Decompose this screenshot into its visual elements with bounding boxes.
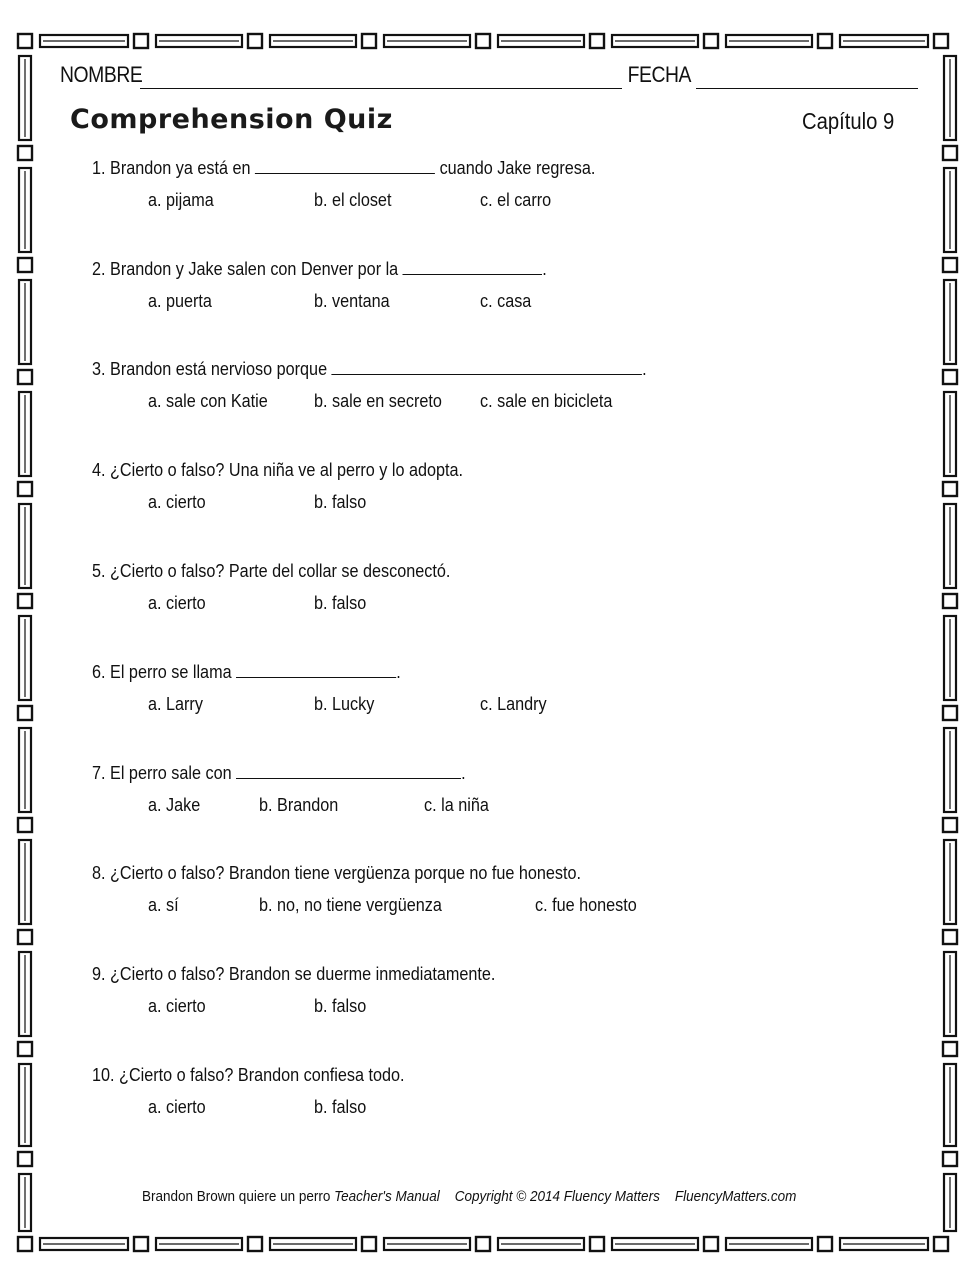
option-b[interactable]: b. Lucky [314,694,375,714]
answer-blank[interactable] [236,764,461,779]
border-square [362,1237,376,1251]
option-c[interactable]: c. Landry [480,694,547,714]
footer [142,1188,796,1205]
border-square [362,34,376,48]
question-9 [0,964,978,1044]
border-square [248,34,262,48]
question-4 [0,460,978,540]
border-square [818,34,832,48]
option-a[interactable]: a. Larry [148,694,203,714]
question-text: 8. ¿Cierto o falso? Brandon tiene vergüenza porque no fue honesto. [92,863,582,883]
question-text: 6. El perro se llama . [92,662,401,682]
footer-manual: Teacher's Manual [334,1188,440,1205]
border-square [134,1237,148,1251]
option-c[interactable]: c. el carro [480,190,552,210]
question-text: 5. ¿Cierto o falso? Parte del collar se desconectó. [92,561,451,581]
option-a[interactable]: a. pijama [148,190,214,210]
option-b[interactable]: b. falso [314,1097,367,1117]
question-text: 4. ¿Cierto o falso? Una niña ve al perro y lo adopta. [92,460,464,480]
option-b[interactable]: b. el closet [314,190,392,210]
option-a[interactable]: a. cierto [148,1097,206,1117]
border-square [18,1042,32,1056]
border-square [934,34,948,48]
question-8 [0,863,978,943]
option-a[interactable]: a. cierto [148,996,206,1016]
border-square [18,34,32,48]
option-b[interactable]: b. falso [314,996,367,1016]
border-square [934,1237,948,1251]
question-text: 9. ¿Cierto o falso? Brandon se duerme inmediatamente. [92,964,496,984]
option-b[interactable]: b. sale en secreto [314,391,442,411]
footer-site: FluencyMatters.com [674,1188,797,1205]
option-a[interactable]: a. cierto [148,492,206,512]
border-square [590,34,604,48]
chapter-label: Capítulo 9 [802,108,895,134]
option-b[interactable]: b. Brandon [259,795,339,815]
footer-book: Brandon Brown quiere un perro [142,1188,331,1205]
border-square [943,1042,957,1056]
border-square [943,1152,957,1166]
answer-blank[interactable] [236,663,396,678]
option-a[interactable]: a. cierto [148,593,206,613]
name-date-row [60,62,817,94]
option-c[interactable]: c. casa [480,291,532,311]
option-c[interactable]: c. fue honesto [535,895,637,915]
question-5 [0,561,978,641]
answer-blank[interactable] [255,159,435,174]
border-square [818,1237,832,1251]
question-10 [0,1065,978,1145]
option-a[interactable]: a. sale con Katie [148,391,268,411]
option-b[interactable]: b. falso [314,593,367,613]
question-3 [0,359,978,439]
option-a[interactable]: a. Jake [148,795,201,815]
option-b[interactable]: b. falso [314,492,367,512]
date-label: FECHA [627,62,692,87]
footer-copyright: Copyright © 2014 Fluency Matters [454,1188,660,1205]
question-2 [0,259,978,339]
option-a[interactable]: a. sí [148,895,179,915]
date-line[interactable] [696,88,918,89]
option-a[interactable]: a. puerta [148,291,212,311]
question-text: 3. Brandon está nervioso porque . [92,359,647,379]
question-7 [0,763,978,843]
option-c[interactable]: c. sale en bicicleta [480,391,613,411]
border-square [18,1152,32,1166]
answer-blank[interactable] [403,260,543,275]
border-square [134,34,148,48]
name-line[interactable] [140,88,622,89]
question-text: 10. ¿Cierto o falso? Brandon confiesa todo. [92,1065,405,1085]
name-label: NOMBRE [60,62,143,87]
border-square [704,34,718,48]
question-text: 7. El perro sale con . [92,763,466,783]
question-1 [0,158,978,238]
border-square [248,1237,262,1251]
border-square [704,1237,718,1251]
border-square [476,34,490,48]
option-c[interactable]: c. la niña [424,795,489,815]
border-square [18,1237,32,1251]
answer-blank[interactable] [332,360,643,375]
option-b[interactable]: b. no, no tiene vergüenza [259,895,442,915]
question-text: 1. Brandon ya está en cuando Jake regresa. [92,158,596,178]
border-square [476,1237,490,1251]
question-text: 2. Brandon y Jake salen con Denver por la . [92,259,547,279]
option-b[interactable]: b. ventana [314,291,390,311]
question-6 [0,662,978,742]
border-square [590,1237,604,1251]
page-title: Comprehension Quiz [70,104,393,135]
